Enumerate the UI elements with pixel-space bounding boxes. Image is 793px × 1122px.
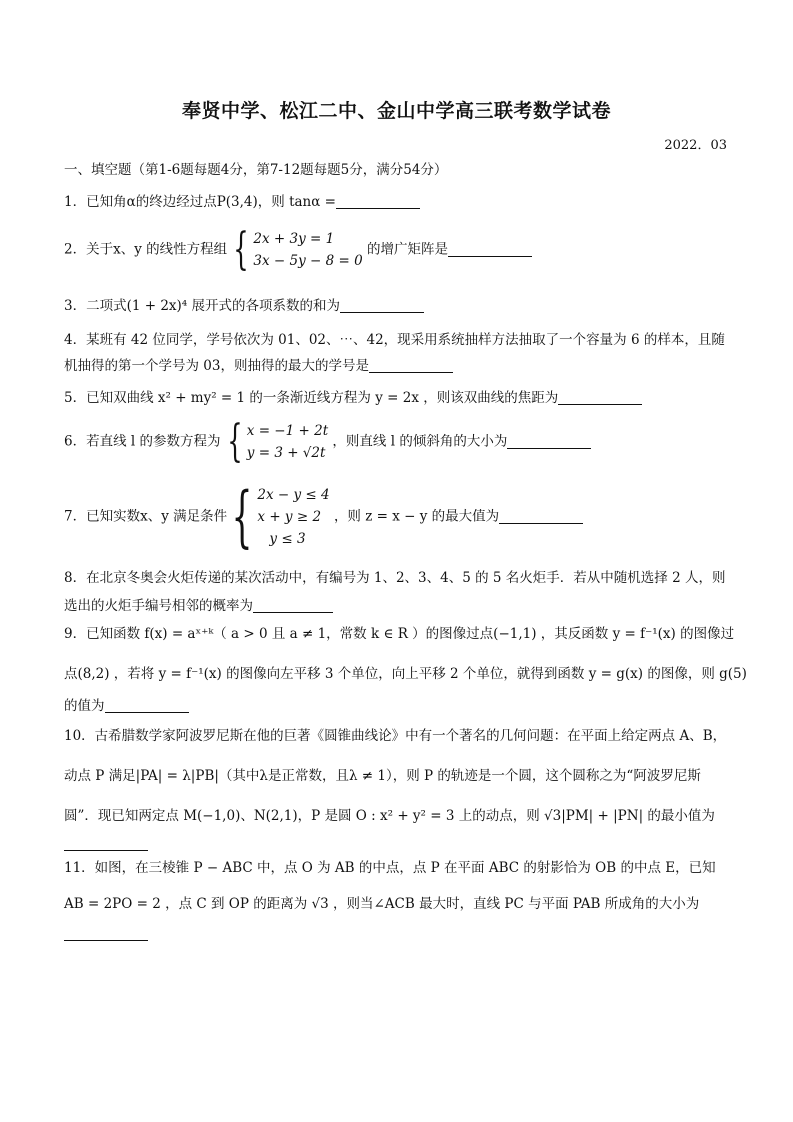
question-3-text: 3．二项式(1 + 2x)⁴ 展开式的各项系数的和为 xyxy=(64,298,341,314)
left-brace: { xyxy=(231,478,253,555)
question-10-line-3: 圆”．现已知两定点 M(−1,0)、N(2,1)，P 是圆 O : x² + y² = 3 上的动点，则 √3|PM| + |PN| 的最小值为 xyxy=(64,808,715,824)
answer-blank-10[interactable] xyxy=(64,836,148,851)
equation-system-2 xyxy=(231,224,363,275)
answer-blank-8[interactable] xyxy=(253,598,333,613)
inequality: x + y ≥ 2 xyxy=(257,509,322,525)
question-8-line-2: 选出的火炬手编号相邻的概率为 xyxy=(64,598,253,614)
question-11 xyxy=(64,856,716,942)
question-1 xyxy=(64,190,420,210)
question-4-line-2: 机抽得的第一个学号为 03，则抽得的最大的学号是 xyxy=(64,358,369,374)
question-4-line-1: 4．某班有 42 位同学，学号依次为 01、02、⋯、42，现采用系统抽样方法抽取了一个容量为 6 的样本，且随 xyxy=(64,332,725,348)
question-9-line-2: 点(8,2) ，若将 y = f⁻¹(x) 的图像向左平移 3 个单位，向上平移 2 个单位，就得到函数 y = g(x) 的图像，则 g(5) xyxy=(64,666,747,682)
exam-title: 奉贤中学、松江二中、金山中学高三联考数学试卷 xyxy=(181,100,611,122)
answer-blank-1[interactable] xyxy=(336,194,420,209)
question-9-line-1: 9．已知函数 f(x) = aˣ⁺ᵏ（ a > 0 且 a ≠ 1，常数 k ∈ R ）的图像过点(−1,1) ，其反函数 y = f⁻¹(x) 的图像过 xyxy=(64,626,735,642)
question-7-tail: ，则 z = x − y 的最大值为 xyxy=(333,508,500,525)
answer-blank-3[interactable] xyxy=(340,298,424,313)
question-11-line-2: AB = 2PO = 2 ，点 C 到 OP 的距离为 √3 ，则当∠ACB 最大时，直线 PC 与平面 PAB 所成角的大小为 xyxy=(64,896,700,912)
question-5 xyxy=(64,386,642,406)
question-3 xyxy=(64,294,424,314)
question-9 xyxy=(64,622,747,714)
equation: 2x + 3y = 1 xyxy=(253,231,335,247)
answer-blank-6[interactable] xyxy=(507,434,591,449)
question-9-line-3: 的值为 xyxy=(64,698,105,714)
answer-blank-2[interactable] xyxy=(448,242,532,257)
inequality: y ≤ 3 xyxy=(269,531,306,547)
question-1-text: 1．已知角α的终边经过点P(3,4)，则 tanα = xyxy=(64,194,336,210)
question-6 xyxy=(64,416,591,467)
inequality-system-7 xyxy=(231,478,330,555)
section-header: 一、填空题（第1-6题每题4分，第7-12题每题5分，满分54分） xyxy=(64,162,448,178)
question-10 xyxy=(64,724,726,852)
question-8-line-1: 8．在北京冬奥会火炬传递的某次活动中，有编号为 1、2、3、4、5 的 5 名火炬手．若从中随机选择 2 人，则 xyxy=(64,570,726,586)
question-8 xyxy=(64,566,725,614)
question-5-text: 5．已知双曲线 x² + my² = 1 的一条渐近线方程为 y = 2x ，则该双曲线的焦距为 xyxy=(64,390,559,406)
equation-system-6 xyxy=(225,416,329,467)
equation: x = −1 + 2t xyxy=(246,423,329,439)
question-10-line-2: 动点 P 满足|PA| = λ|PB|（其中λ是正常数，且λ ≠ 1），则 P 的轨迹是一个圆，这个圆称之为“阿波罗尼斯 xyxy=(64,768,701,784)
question-2-tail: 的增广矩阵是 xyxy=(367,241,448,258)
question-6-text: 6．若直线 l 的参数方程为 xyxy=(64,433,221,450)
question-4 xyxy=(64,328,725,374)
question-10-line-1: 10．古希腊数学家阿波罗尼斯在他的巨著《圆锥曲线论》中有一个著名的几何问题：在平面上给定两点 A、B， xyxy=(64,728,727,744)
equation: y = 3 + √2t xyxy=(246,445,326,461)
inequality: 2x − y ≤ 4 xyxy=(257,487,330,503)
question-6-tail: ，则直线 l 的倾斜角的大小为 xyxy=(332,433,508,450)
question-7 xyxy=(64,478,583,555)
question-11-line-1: 11．如图，在三棱锥 P − ABC 中，点 O 为 AB 的中点，点 P 在平面 ABC 的射影恰为 OB 的中点 E，已知 xyxy=(64,860,716,876)
answer-blank-5[interactable] xyxy=(558,390,642,405)
exam-date: 2022．03 xyxy=(664,138,727,153)
answer-blank-7[interactable] xyxy=(499,509,583,524)
equation: 3x − 5y − 8 = 0 xyxy=(253,253,363,269)
question-2-text: 2．关于x、y 的线性方程组 xyxy=(64,241,228,258)
answer-blank-9[interactable] xyxy=(105,698,189,713)
answer-blank-11[interactable] xyxy=(64,926,148,941)
left-brace: { xyxy=(233,224,250,275)
question-2 xyxy=(64,224,532,275)
left-brace: { xyxy=(227,416,243,467)
answer-blank-4[interactable] xyxy=(369,358,453,373)
question-7-text: 7．已知实数x、y 满足条件 xyxy=(64,508,228,525)
